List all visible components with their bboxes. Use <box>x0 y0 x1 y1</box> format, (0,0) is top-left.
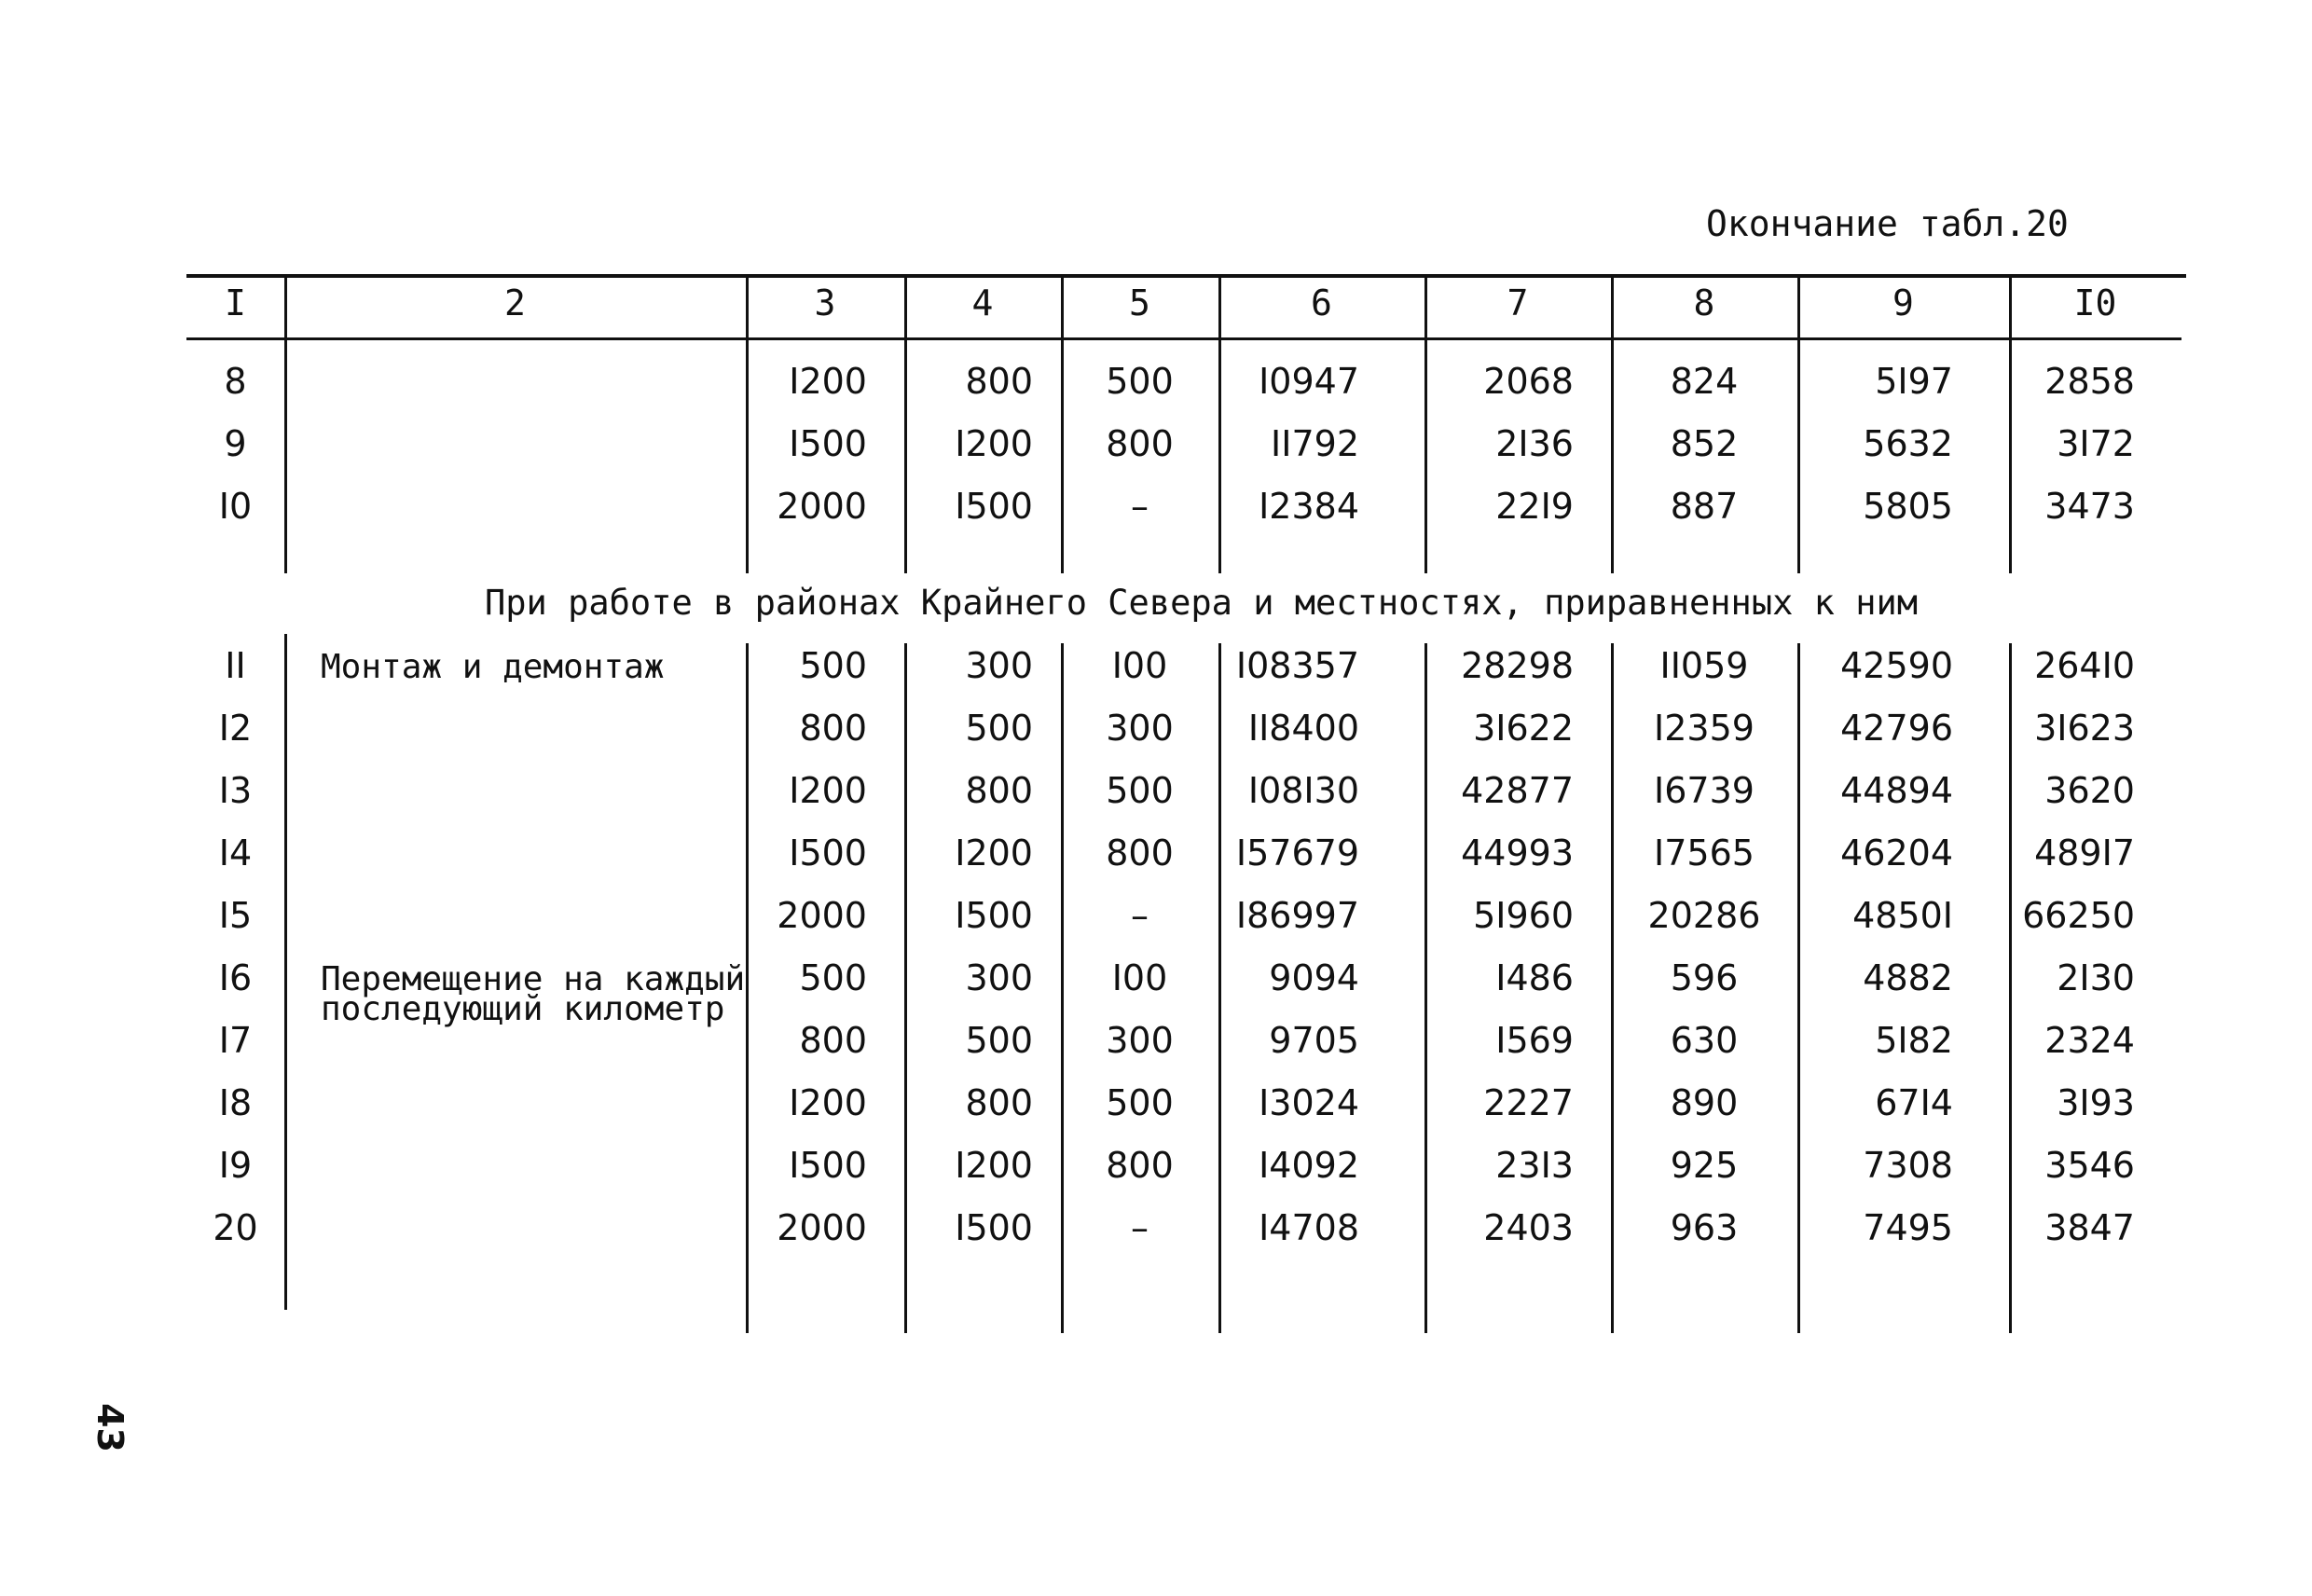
table-cell: 5I97 <box>1875 361 1953 402</box>
table-cell: 800 <box>965 361 1033 402</box>
table-cell: I4708 <box>1259 1207 1359 1248</box>
table-cell: 596 <box>1670 957 1739 998</box>
table-cell: I200 <box>789 770 867 811</box>
table-cell: 890 <box>1670 1082 1739 1123</box>
table-cell: 3546 <box>2044 1145 2135 1186</box>
table-rule <box>186 274 2186 278</box>
row-number: 20 <box>213 1207 258 1248</box>
table-cell: 9094 <box>1269 957 1359 998</box>
table-cell: 22I9 <box>1495 486 1574 527</box>
table-cell: – <box>1131 895 1149 936</box>
table-cell: II8400 <box>1247 708 1359 749</box>
table-cell: I00 <box>1111 645 1168 686</box>
table-cell: 300 <box>965 645 1033 686</box>
table-cell: I500 <box>789 423 867 464</box>
row-number: 9 <box>224 423 247 464</box>
table-cell: I200 <box>955 423 1033 464</box>
table-cell: 800 <box>799 708 867 749</box>
table-cell: 23I3 <box>1495 1145 1574 1186</box>
table-cell: I86997 <box>1235 895 1359 936</box>
table-cell: I500 <box>955 895 1033 936</box>
table-cell: I200 <box>955 1145 1033 1186</box>
table-cell: 489I7 <box>2034 832 2135 874</box>
table-cell: 300 <box>1106 708 1174 749</box>
table-cell: II059 <box>1659 645 1749 686</box>
row-number: I3 <box>218 770 253 811</box>
table-cell: 300 <box>965 957 1033 998</box>
table-cell: I08I30 <box>1247 770 1359 811</box>
table-cell: – <box>1131 486 1149 527</box>
table-cell: 800 <box>1106 832 1174 874</box>
header-cell: 8 <box>1693 282 1715 323</box>
table-cell: 887 <box>1670 486 1739 527</box>
section-title: При работе в районах Крайнего Севера и местностях, приравненных к ним <box>485 583 1919 623</box>
page-number: 43 <box>89 1403 131 1452</box>
row-number: I2 <box>218 708 253 749</box>
header-cell: 6 <box>1311 282 1332 323</box>
row-number: I8 <box>218 1082 253 1123</box>
table-cell: 800 <box>965 1082 1033 1123</box>
table-cell: 28298 <box>1461 645 1574 686</box>
table-cell: 800 <box>799 1020 867 1061</box>
table-cell: 963 <box>1670 1207 1739 1248</box>
table-cell: 800 <box>1106 423 1174 464</box>
table-cell: 824 <box>1670 361 1739 402</box>
table-cell: 3I93 <box>2057 1082 2135 1123</box>
table-cell: 800 <box>1106 1145 1174 1186</box>
table-cell: I6739 <box>1654 770 1755 811</box>
table-cell: 20286 <box>1647 895 1761 936</box>
header-cell: 5 <box>1129 282 1150 323</box>
table-cell: 3620 <box>2044 770 2135 811</box>
table-cell: 2I30 <box>2057 957 2135 998</box>
table-cell: 5632 <box>1863 423 1953 464</box>
table-caption: Окончание табл.20 <box>1706 203 2069 244</box>
row-number: 8 <box>224 361 247 402</box>
header-cell: 4 <box>971 282 994 323</box>
table-cell: 852 <box>1670 423 1739 464</box>
table-cell: I200 <box>955 832 1033 874</box>
header-cell: 2 <box>504 282 526 323</box>
header-cell: I <box>225 282 246 323</box>
table-cell: 925 <box>1670 1145 1739 1186</box>
table-cell: II792 <box>1271 423 1359 464</box>
table-cell: I500 <box>789 1145 867 1186</box>
row-number: I9 <box>218 1145 253 1186</box>
table-cell: 500 <box>799 957 867 998</box>
table-cell: 500 <box>1106 361 1174 402</box>
table-cell: 500 <box>965 1020 1033 1061</box>
table-cell: 264I0 <box>2034 645 2135 686</box>
row-number: I0 <box>218 486 253 527</box>
table-cell: 7308 <box>1863 1145 1953 1186</box>
table-cell: 2000 <box>777 486 867 527</box>
row-number: I6 <box>218 957 253 998</box>
table-cell: 4850I <box>1852 895 1953 936</box>
table-cell: 66250 <box>2022 895 2135 936</box>
table-cell: 3473 <box>2044 486 2135 527</box>
table-cell: 42877 <box>1461 770 1574 811</box>
table-cell: 2000 <box>777 895 867 936</box>
table-cell: 500 <box>1106 1082 1174 1123</box>
table-cell: I0947 <box>1259 361 1359 402</box>
header-cell: I0 <box>2073 282 2117 323</box>
table-cell: 67I4 <box>1875 1082 1953 1123</box>
table-cell: 3847 <box>2044 1207 2135 1248</box>
table-cell: 500 <box>1106 770 1174 811</box>
table-cell: 2000 <box>777 1207 867 1248</box>
table-cell: 42590 <box>1840 645 1953 686</box>
table-cell: 9705 <box>1269 1020 1359 1061</box>
table-cell: I08357 <box>1235 645 1359 686</box>
table-cell: I4092 <box>1259 1145 1359 1186</box>
table-cell: 3I622 <box>1473 708 1574 749</box>
table-cell: I00 <box>1111 957 1168 998</box>
table-cell: I7565 <box>1654 832 1755 874</box>
table-cell: I569 <box>1495 1020 1574 1061</box>
table-cell: I57679 <box>1235 832 1359 874</box>
header-cell: 3 <box>814 282 836 323</box>
description-moving-line2: последующий километр <box>321 990 725 1028</box>
table-cell: 2403 <box>1483 1207 1574 1248</box>
table-cell: 46204 <box>1840 832 1953 874</box>
description-moving-line1: Перемещение на каждый <box>321 960 746 998</box>
table-cell: 5805 <box>1863 486 1953 527</box>
table-cell: 500 <box>799 645 867 686</box>
table-rule <box>186 337 2181 340</box>
table-cell: 3I72 <box>2057 423 2135 464</box>
table-cell: I500 <box>955 1207 1033 1248</box>
table-cell: 3I623 <box>2034 708 2135 749</box>
table-cell: 2068 <box>1483 361 1574 402</box>
table-cell: 300 <box>1106 1020 1174 1061</box>
table-cell: I200 <box>789 1082 867 1123</box>
row-number: I4 <box>218 832 253 874</box>
table-cell: 44894 <box>1840 770 1953 811</box>
table-cell: – <box>1131 1207 1149 1248</box>
header-cell: 9 <box>1892 282 1914 323</box>
table-cell: I500 <box>789 832 867 874</box>
table-cell: 500 <box>965 708 1033 749</box>
table-cell: 2324 <box>2044 1020 2135 1061</box>
table-cell: 4882 <box>1863 957 1953 998</box>
table-cell: 5I960 <box>1473 895 1574 936</box>
table-cell: I500 <box>955 486 1033 527</box>
table-cell: 5I82 <box>1875 1020 1953 1061</box>
table-cell: 42796 <box>1840 708 1953 749</box>
row-number: I7 <box>218 1020 253 1061</box>
table-cell: 44993 <box>1461 832 1574 874</box>
table-cell: I2359 <box>1654 708 1755 749</box>
row-number: I5 <box>218 895 253 936</box>
table-cell: 800 <box>965 770 1033 811</box>
table-cell: I200 <box>789 361 867 402</box>
table-cell: 2I36 <box>1495 423 1574 464</box>
header-cell: 7 <box>1507 282 1529 323</box>
column-divider <box>284 634 287 1310</box>
table-cell: 2858 <box>2044 361 2135 402</box>
table-cell: 630 <box>1670 1020 1739 1061</box>
row-number: II <box>225 645 246 686</box>
table-cell: 7495 <box>1863 1207 1953 1248</box>
description-mounting: Монтаж и демонтаж <box>321 648 665 686</box>
table-cell: I486 <box>1495 957 1574 998</box>
table-cell: 2227 <box>1483 1082 1574 1123</box>
table-cell: I2384 <box>1259 486 1359 527</box>
table-cell: I3024 <box>1259 1082 1359 1123</box>
